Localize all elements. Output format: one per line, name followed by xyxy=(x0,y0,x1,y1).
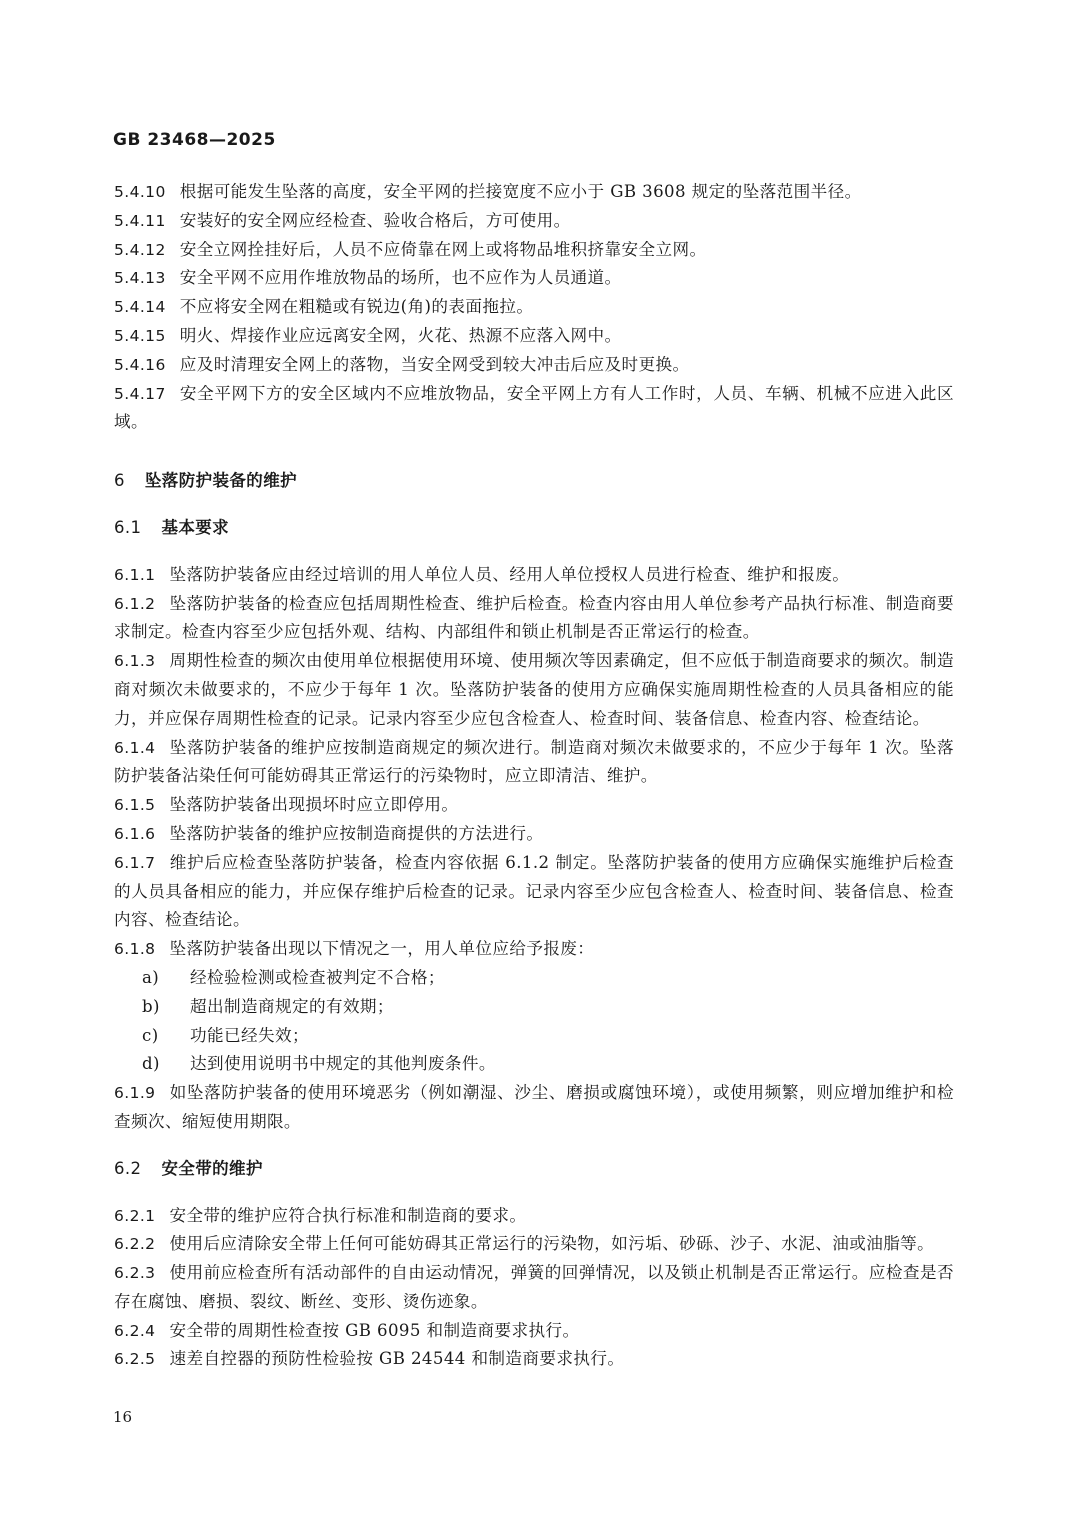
clause-6-1-6: 6.1.6 坠落防护装备的维护应按制造商提供的方法进行。 xyxy=(114,823,544,843)
clause-5-4-17: 5.4.17 安全平网下方的安全区域内不应堆放物品，安全平网上方有人工作时，人员、车辆、机械不应进入此区域。 xyxy=(114,383,954,432)
list-item-b: b) 超出制造商规定的有效期； xyxy=(142,996,394,1016)
clause-5-4-14: 5.4.14 不应将安全网在粗糙或有锐边(角)的表面拖拉。 xyxy=(114,297,534,317)
clause-6-2-4: 6.2.4 安全带的周期性检查按 GB 6095 和制造商要求执行。 xyxy=(114,1320,580,1340)
clause-6-1-7: 6.1.7 维护后应检查坠落防护装备，检查内容依据 6.1.2 制定。坠落防护装备的使用方应确保实施维护后检查的人员具备相应的能力，并应保存维护后检查的记录。记录内容至少应包含检查人、检查时间、装备信息、检查内容、检查结论。 xyxy=(114,852,954,930)
clause-5-4-11: 5.4.11 安装好的安全网应经检查、验收合格后，方可使用。 xyxy=(114,210,571,230)
section-6-heading: 6 坠落防护装备的维护 xyxy=(114,471,298,491)
clause-6-1-9: 6.1.9 如坠落防护装备的使用环境恶劣（例如潮湿、沙尘、磨损或腐蚀环境），或使用频繁，则应增加维护和检查频次、缩短使用期限。 xyxy=(114,1083,954,1131)
list-item-c: c) 功能已经失效； xyxy=(142,1025,309,1045)
list-item-a: a) 经检验检测或检查被判定不合格； xyxy=(142,967,445,987)
clause-6-1-3: 6.1.3 周期性检查的频次由使用单位根据使用环境、使用频次等因素确定，但不应低于制造商要求的频次。制造商对频次未做要求的，不应少于每年 1 次。坠落防护装备的使用方应确保实施周期性检查的人员具备相应的能力，并应保存周期性检查的记录。记录内容至少应包含检查人、检查时间、装备信息、检查内容、检查结论。 xyxy=(114,651,954,728)
page-content xyxy=(114,178,954,1374)
section-6-1-heading: 6.1 基本要求 xyxy=(114,517,230,537)
clause-6-1-1: 6.1.1 坠落防护装备应由经过培训的用人单位人员、经用人单位授权人员进行检查、维护和报废。 xyxy=(114,564,850,584)
clause-5-4-13: 5.4.13 安全平网不应用作堆放物品的场所，也不应作为人员通道。 xyxy=(114,268,622,288)
clause-5-4-10: 5.4.10 根据可能发生坠落的高度，安全平网的拦接宽度不应小于 GB 3608 规定的坠落范围半径。 xyxy=(114,182,862,201)
clause-6-1-2: 6.1.2 坠落防护装备的检查应包括周期性检查、维护后检查。检查内容由用人单位参考产品执行标准、制造商要求制定。检查内容至少应包括外观、结构、内部组件和锁止机制是否正常运行的检查。 xyxy=(114,593,954,642)
clause-6-2-1: 6.2.1 安全带的维护应符合执行标准和制造商的要求。 xyxy=(114,1205,527,1225)
clause-6-2-2: 6.2.2 使用后应清除安全带上任何可能妨碍其正常运行的污染物，如污垢、砂砾、沙子、水泥、油或油脂等。 xyxy=(114,1234,935,1254)
standard-code: GB 23468—2025 xyxy=(113,130,276,150)
clause-5-4-15: 5.4.15 明火、焊接作业应远离安全网，火花、热源不应落入网中。 xyxy=(114,325,622,345)
clause-6-1-4: 6.1.4 坠落防护装备的维护应按制造商规定的频次进行。制造商对频次未做要求的，不应少于每年 1 次。坠落防护装备沾染任何可能妨碍其正常运行的污染物时，应立即清洁、维护。 xyxy=(114,737,954,786)
list-item-d: d) 达到使用说明书中规定的其他判废条件。 xyxy=(142,1054,496,1074)
clause-6-2-3: 6.2.3 使用前应检查所有活动部件的自由运动情况，弹簧的回弹情况，以及锁止机制是否正常运行。应检查是否存在腐蚀、磨损、裂纹、断丝、变形、烫伤迹象。 xyxy=(114,1263,954,1311)
page-number: 16 xyxy=(113,1408,133,1426)
clause-5-4-12: 5.4.12 安全立网拴挂好后，人员不应倚靠在网上或将物品堆积挤靠安全立网。 xyxy=(114,239,707,259)
clause-6-2-5: 6.2.5 速差自控器的预防性检验按 GB 24544 和制造商要求执行。 xyxy=(114,1349,625,1369)
clause-6-1-8: 6.1.8 坠落防护装备出现以下情况之一，用人单位应给予报废： xyxy=(114,939,595,959)
section-6-2-heading: 6.2 安全带的维护 xyxy=(114,1158,263,1178)
clause-6-1-5: 6.1.5 坠落防护装备出现损坏时应立即停用。 xyxy=(114,795,459,815)
clause-5-4-16: 5.4.16 应及时清理安全网上的落物，当安全网受到较大冲击后应及时更换。 xyxy=(114,354,690,374)
